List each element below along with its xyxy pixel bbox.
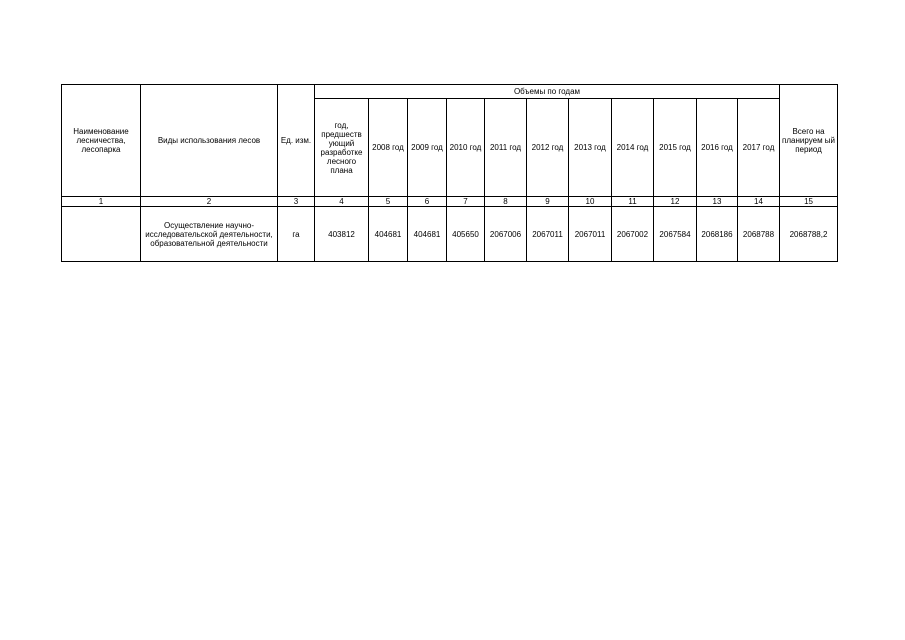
- row-value-2010: 405650: [447, 207, 485, 262]
- header-year-2012: 2012 год: [527, 99, 569, 197]
- column-number: 14: [738, 197, 780, 207]
- header-unit: Ед. изм.: [278, 85, 315, 197]
- header-year-2008: 2008 год: [369, 99, 408, 197]
- header-year-2015: 2015 год: [654, 99, 697, 197]
- header-year-2010: 2010 год: [447, 99, 485, 197]
- header-total: Всего на планируем ый период: [780, 85, 838, 197]
- header-volumes-by-year: Объемы по годам: [315, 85, 780, 99]
- header-year-2009: 2009 год: [408, 99, 447, 197]
- column-number: 1: [62, 197, 141, 207]
- header-use-types: Виды использования лесов: [141, 85, 278, 197]
- column-number: 13: [697, 197, 738, 207]
- column-number: 10: [569, 197, 612, 207]
- row-value-2017: 2068788: [738, 207, 780, 262]
- table-row: [62, 207, 838, 262]
- header-year-2016: 2016 год: [697, 99, 738, 197]
- row-value-2013: 2067011: [569, 207, 612, 262]
- row-unit: га: [278, 207, 315, 262]
- column-number: 15: [780, 197, 838, 207]
- row-value-2012: 2067011: [527, 207, 569, 262]
- column-number: 9: [527, 197, 569, 207]
- row-value-2014: 2067002: [612, 207, 654, 262]
- column-number: 7: [447, 197, 485, 207]
- row-value-2009: 404681: [408, 207, 447, 262]
- forest-use-volumes-table: [61, 84, 838, 262]
- column-number: 8: [485, 197, 527, 207]
- column-number-row: [62, 197, 838, 207]
- header-year-2013: 2013 год: [569, 99, 612, 197]
- column-number: 4: [315, 197, 369, 207]
- row-value-2011: 2067006: [485, 207, 527, 262]
- row-value-2016: 2068186: [697, 207, 738, 262]
- header-year-previous: год, предшеств ующий разработке лесного плана: [315, 99, 369, 197]
- header-year-2014: 2014 год: [612, 99, 654, 197]
- row-total: 2068788,2: [780, 207, 838, 262]
- header-year-2017: 2017 год: [738, 99, 780, 197]
- header-year-2011: 2011 год: [485, 99, 527, 197]
- header-forestry-name: Наименование лесничества, лесопарка: [62, 85, 141, 197]
- row-forestry: [62, 207, 141, 262]
- column-number: 6: [408, 197, 447, 207]
- column-number: 2: [141, 197, 278, 207]
- row-value-2015: 2067584: [654, 207, 697, 262]
- row-value-2008: 404681: [369, 207, 408, 262]
- column-number: 5: [369, 197, 408, 207]
- column-number: 12: [654, 197, 697, 207]
- row-value-previous: 403812: [315, 207, 369, 262]
- row-use-type: Осуществление научно-исследовательской деятельности, образовательной деятельности: [141, 207, 278, 262]
- column-number: 3: [278, 197, 315, 207]
- column-number: 11: [612, 197, 654, 207]
